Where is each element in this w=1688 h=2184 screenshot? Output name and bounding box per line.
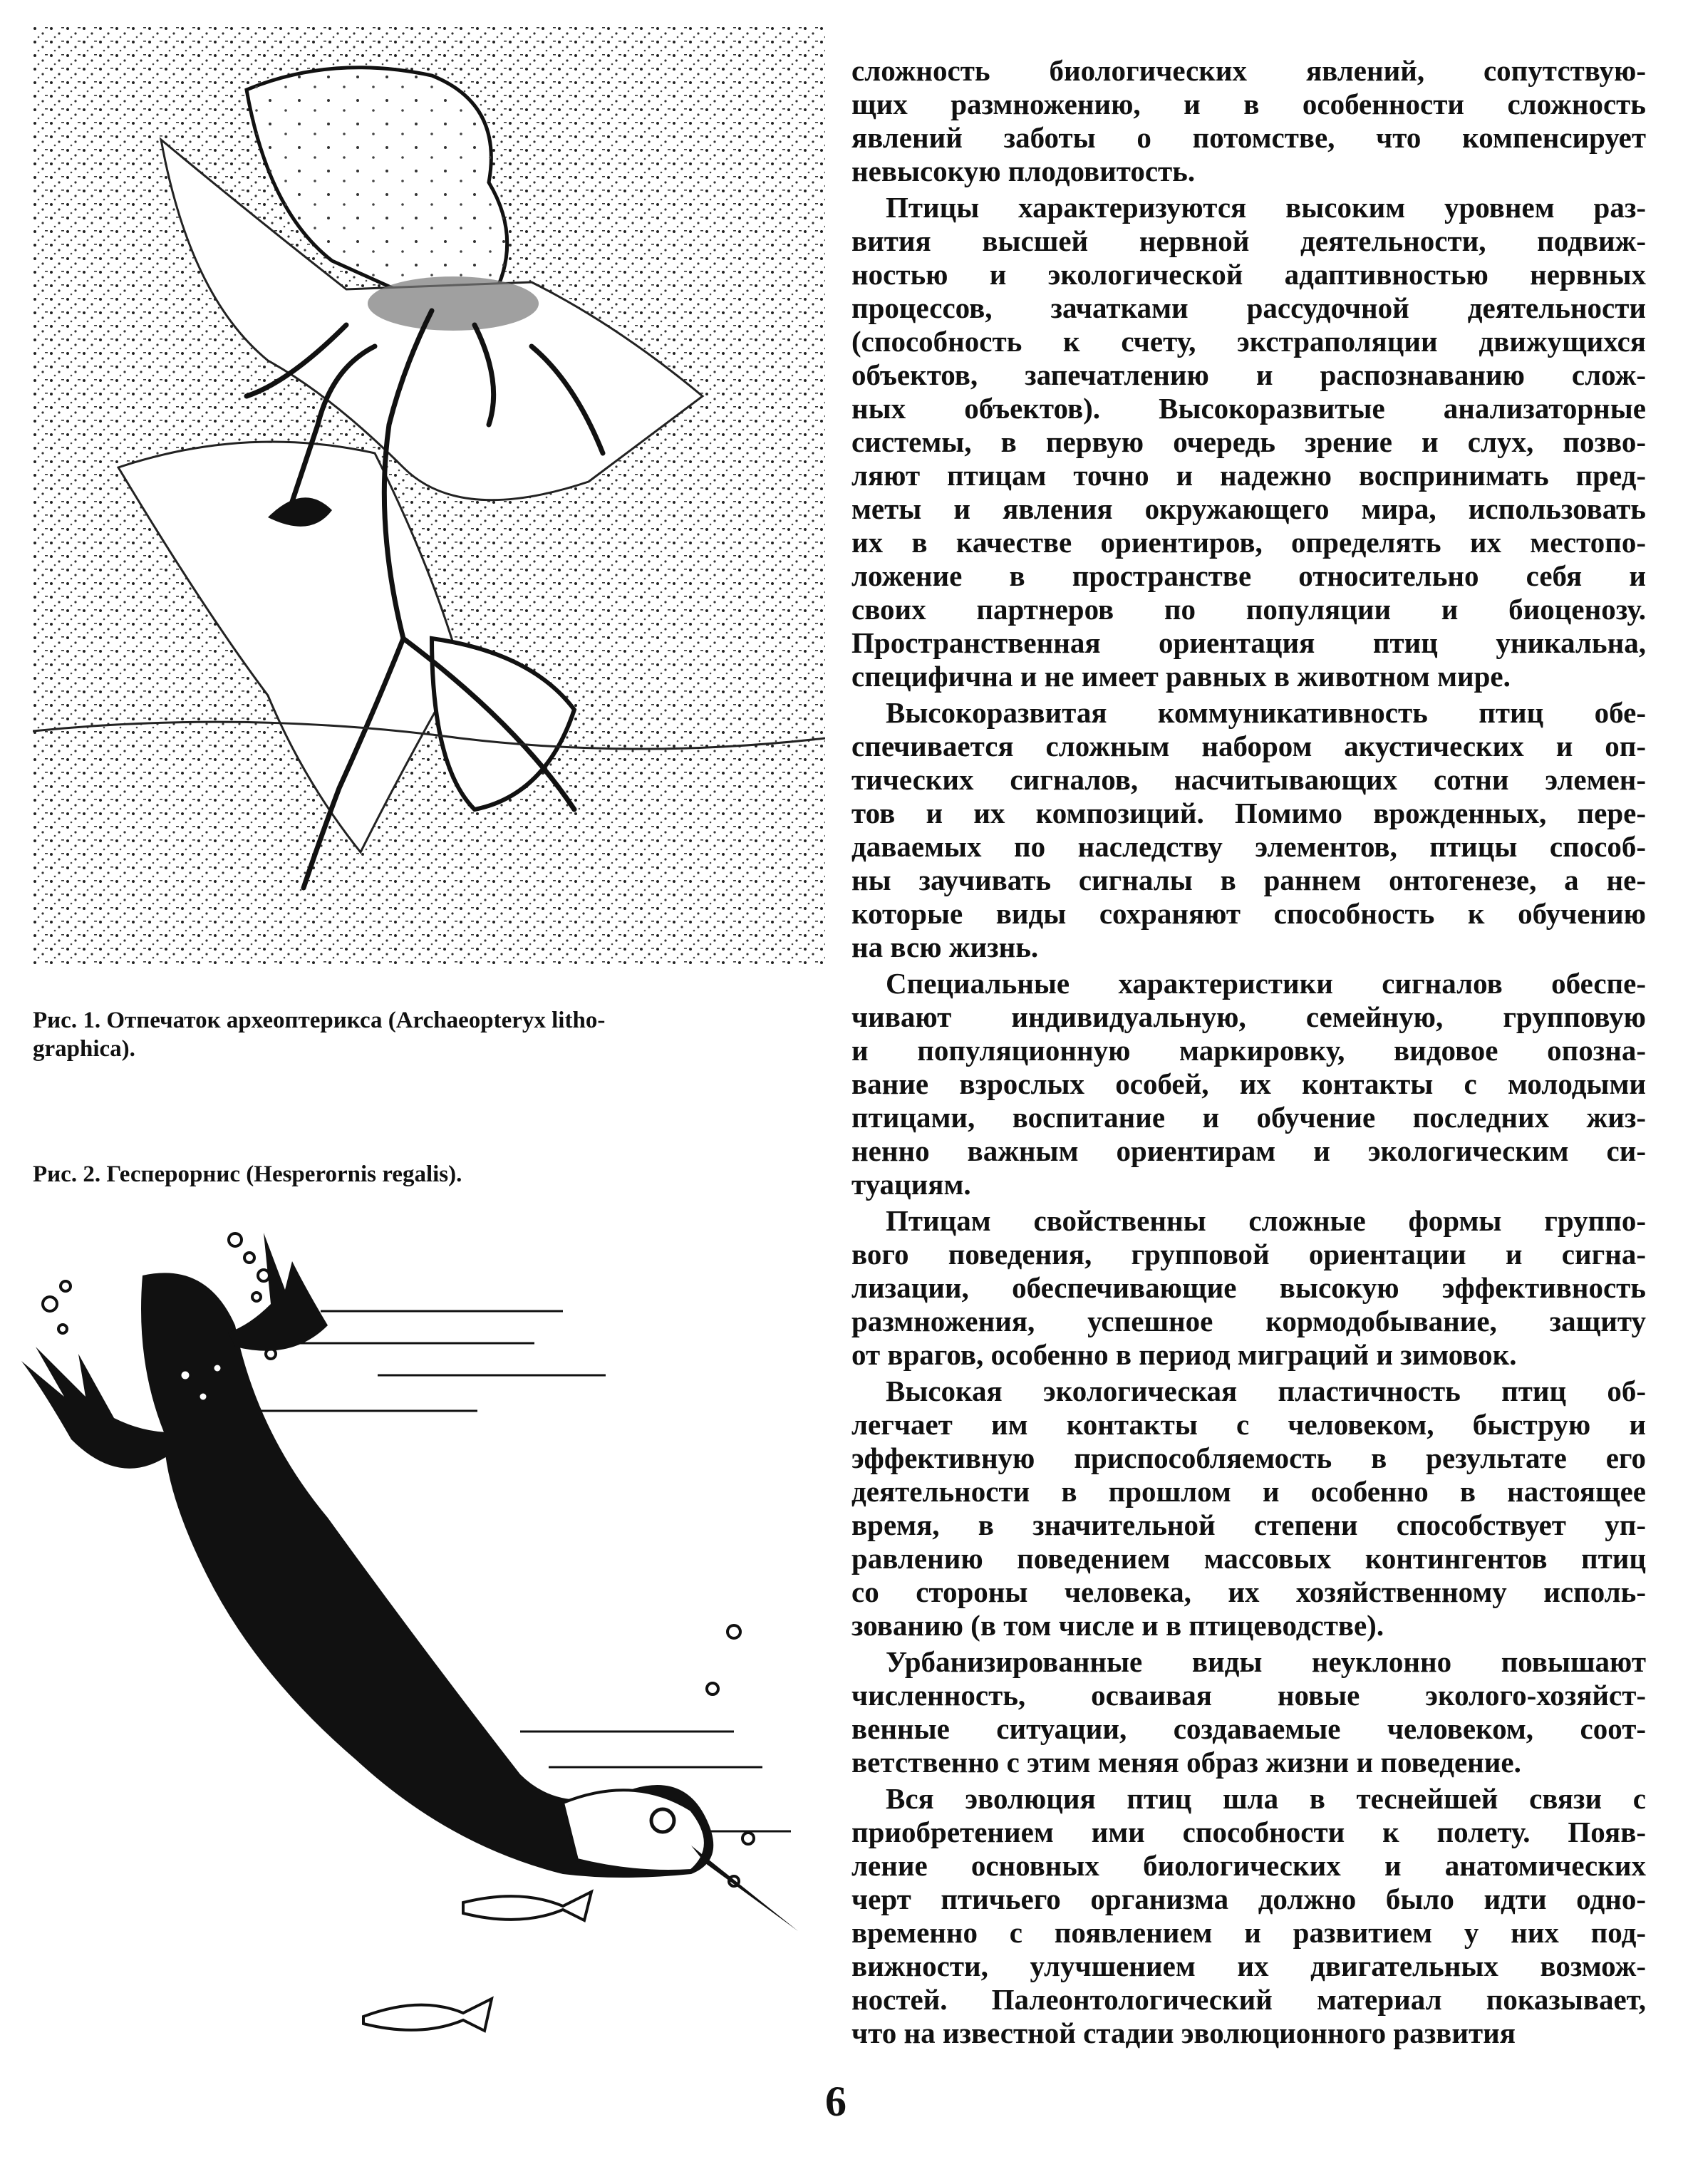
text-line: Птицы характеризуются высоким уровнем раз- — [886, 191, 1646, 224]
paragraph — [851, 696, 1646, 964]
text-line: вого поведения, групповой ориентации и сигна- — [851, 1238, 1646, 1270]
text-line: ложение в пространстве относительно себя и — [851, 559, 1646, 592]
text-line: приобретением ими способности к полету. Появ- — [851, 1816, 1646, 1848]
text-line: процессов, зачатками рассудочной деятельности — [851, 291, 1646, 324]
text-line: численность, осваивая новые эколого-хозяйст- — [851, 1679, 1646, 1712]
text-line: лизации, обеспечивающие высокую эффективность — [851, 1271, 1646, 1304]
text-line: специфична и не имеет равных в животном мире. — [851, 660, 1511, 693]
text-line: системы, в первую очередь зрение и слух, позво- — [851, 425, 1646, 458]
paragraph — [851, 967, 1646, 1201]
paragraph — [851, 1645, 1646, 1779]
text-line: Птицам свойственны сложные формы группо- — [886, 1204, 1646, 1237]
text-line: ностью и экологической адаптивностью нервных — [851, 258, 1646, 291]
text-line: туациям. — [851, 1168, 971, 1201]
text-line: эффективную приспособляемость в результате его — [851, 1442, 1646, 1474]
text-line: тических сигналов, насчитывающих сотни элемен- — [851, 763, 1646, 796]
text-line: Урбанизированные виды неуклонно повышают — [886, 1645, 1646, 1678]
text-line: и популяционную маркировку, видовое опозна- — [851, 1034, 1646, 1067]
paragraph — [851, 1782, 1646, 2050]
caption-line: graphica). — [33, 1036, 135, 1062]
text-line: ных объектов). Высокоразвитые анализаторные — [851, 392, 1646, 425]
text-line: ление основных биологических и анатомических — [851, 1849, 1646, 1882]
text-line: меты и явления окружающего мира, использовать — [851, 492, 1646, 525]
text-line: зованию (в том числе и в птицеводстве). — [851, 1609, 1384, 1642]
text-line: ляют птицам точно и надежно воспринимать пред- — [851, 459, 1646, 492]
page-number: 6 — [825, 2078, 846, 2125]
text-line: Высокоразвитая коммуникативность птиц обе- — [886, 696, 1646, 729]
text-line: равлению поведением массовых контингентов птиц — [851, 1542, 1646, 1575]
hesperornis-illustration — [21, 1218, 834, 2059]
text-line: Специальные характеристики сигналов обеспе- — [886, 967, 1646, 1000]
figure-1-caption — [33, 1006, 824, 1063]
text-line: явлений заботы о потомстве, что компенсирует — [851, 121, 1646, 154]
text-line: тов и их композиций. Помимо врожденных, пере- — [851, 797, 1646, 829]
paragraph — [851, 191, 1646, 693]
text-line: время, в значительной степени способствует уп- — [851, 1508, 1646, 1541]
text-line: вижности, улучшением их двигательных возмож- — [851, 1950, 1646, 1982]
text-line: ветственно с этим меняя образ жизни и поведение. — [851, 1746, 1521, 1779]
text-line: (способность к счету, экстраполяции движущихся — [851, 325, 1646, 358]
figure-2-caption — [33, 1160, 824, 1189]
text-line: черт птичьего организма должно было идти одно- — [851, 1883, 1646, 1915]
text-line: ностей. Палеонтологический материал показывает, — [851, 1983, 1646, 2016]
text-line: невысокую плодовитость. — [851, 155, 1196, 187]
text-line: деятельности в прошлом и особенно в настоящее — [851, 1475, 1646, 1508]
text-line: на всю жизнь. — [851, 931, 1039, 963]
text-line: щих размножению, и в особенности сложность — [851, 88, 1646, 120]
text-line: Высокая экологическая пластичность птиц об- — [886, 1375, 1646, 1407]
caption-line: Рис. 2. Гесперорнис (Hesperornis regalis). — [33, 1161, 462, 1187]
paragraph — [851, 54, 1646, 188]
text-line: спечивается сложным набором акустических и оп- — [851, 730, 1646, 762]
paragraph — [851, 1204, 1646, 1372]
text-line: птицами, воспитание и обучение последних жиз- — [851, 1101, 1646, 1134]
text-line: даваемых по наследству элементов, птицы способ- — [851, 830, 1646, 863]
text-line: объектов, запечатлению и распознаванию слож- — [851, 358, 1646, 391]
paragraph — [851, 1375, 1646, 1642]
text-line: Пространственная ориентация птиц уникальна, — [851, 626, 1646, 659]
text-line: размножения, успешное кормодобывание, защиту — [851, 1305, 1646, 1337]
text-line: от врагов, особенно в период миграций и зимовок. — [851, 1338, 1517, 1371]
main-text-column — [851, 54, 1646, 2050]
text-line: что на известной стадии эволюционного развития — [851, 2017, 1516, 2049]
text-line: вития высшей нервной деятельности, подвиж- — [851, 224, 1646, 257]
text-line: ненно важным ориентирам и экологическим си- — [851, 1134, 1646, 1167]
text-line: временно с появлением и развитием у них под- — [851, 1916, 1646, 1949]
text-line: чивают индивидуальную, семейную, групповую — [851, 1000, 1646, 1033]
text-line: которые виды сохраняют способность к обучению — [851, 897, 1646, 930]
text-line: сложность биологических явлений, сопутствую- — [851, 54, 1646, 87]
text-line: легчает им контакты с человеком, быструю и — [851, 1408, 1646, 1441]
text-line: Вся эволюция птиц шла в теснейшей связи с — [886, 1782, 1646, 1815]
archaeopteryx-fossil-illustration — [33, 26, 825, 966]
text-line: их в качестве ориентиров, определять их местопо- — [851, 526, 1646, 559]
text-line: ны заучивать сигналы в раннем онтогенезе, а не- — [851, 864, 1646, 896]
text-line: венные ситуации, создаваемые человеком, соот- — [851, 1712, 1646, 1745]
text-line: со стороны человека, их хозяйственному исполь- — [851, 1575, 1646, 1608]
caption-line: Рис. 1. Отпечаток археоптерикса (Archaeopteryx litho- — [33, 1008, 606, 1033]
text-line: своих партнеров по популяции и биоценозу. — [851, 593, 1646, 626]
text-line: вание взрослых особей, их контакты с молодыми — [851, 1067, 1646, 1100]
